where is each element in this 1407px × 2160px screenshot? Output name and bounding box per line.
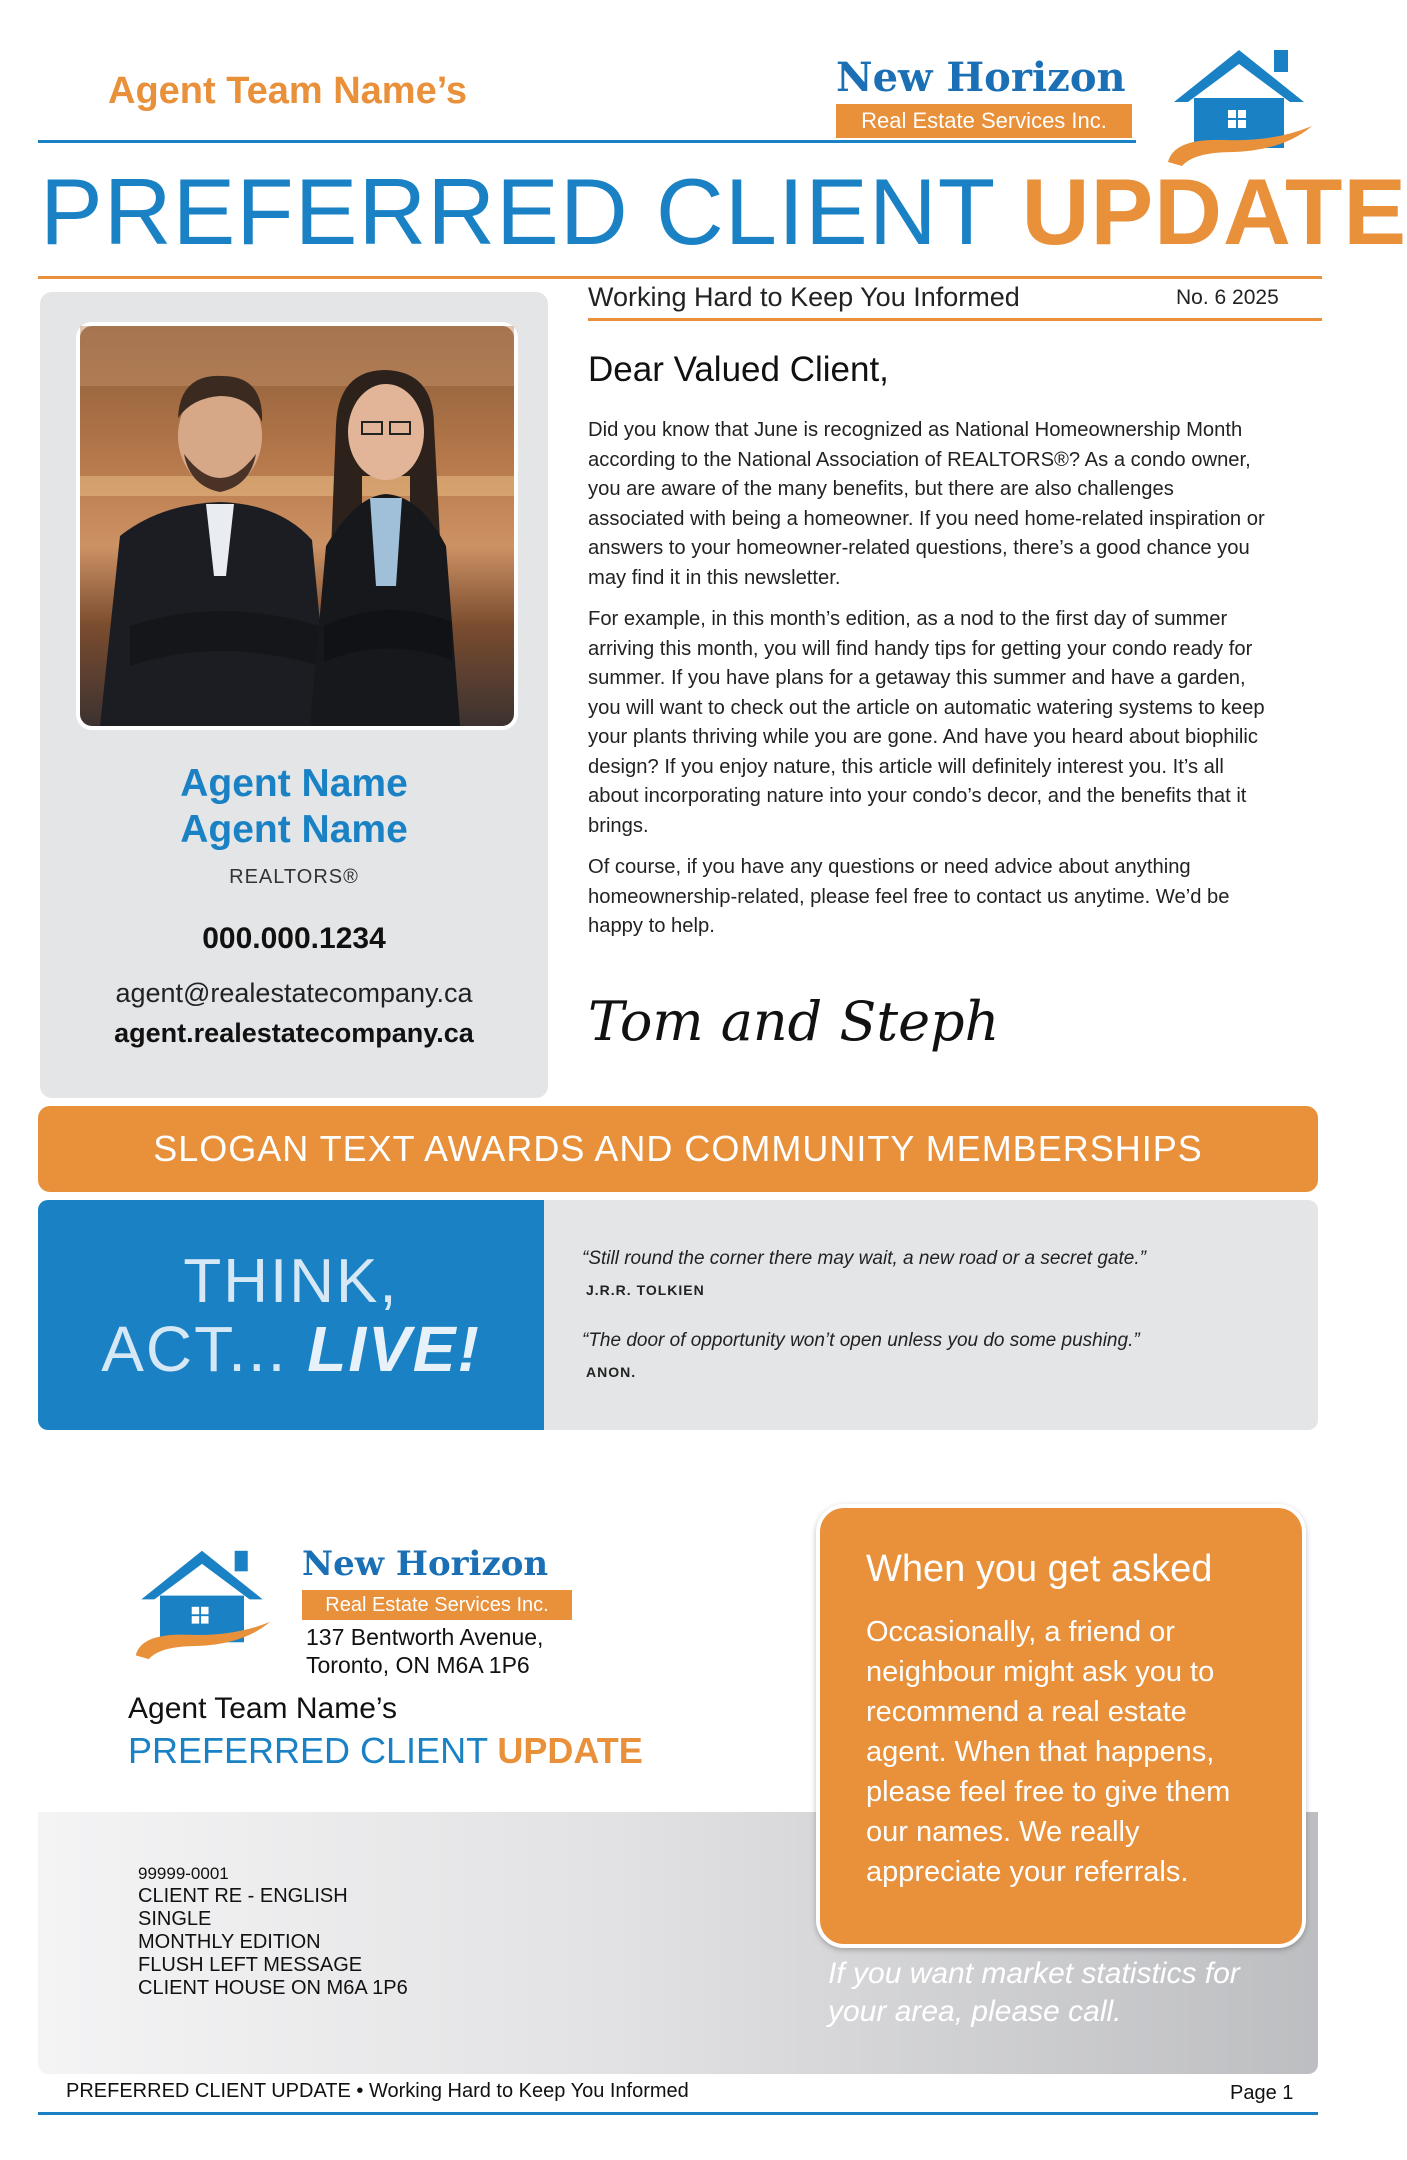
header-divider-bottom [38,276,1322,279]
page-number: Page 1 [1230,2082,1294,2104]
slogan-bar: SLOGAN TEXT AWARDS AND COMMUNITY MEMBERSHIPS [38,1106,1318,1192]
masthead-title [40,158,1407,266]
masthead-bold: UPDATE [1021,159,1407,264]
quote-1-author: J.R.R. TOLKIEN [586,1282,705,1298]
footer-divider [38,2112,1318,2115]
return-publication [128,1730,643,1772]
letter-body [588,416,1274,954]
mailing-line-2: SINGLE [138,1908,212,1930]
logo-company-subtitle: Real Estate Services Inc. [836,104,1132,138]
agent-title: REALTORS® [229,866,359,888]
referral-title: When you get asked [866,1548,1213,1590]
letter-paragraph-1: Did you know that June is recognized as National Homeownership Month according to the National Association of REALTORS®? As a condo owner, you are aware of the many benefits, but there are also challenges associated with being a homeowner. If you need home-related inspiration or answers to your homeowner-related questions, there’s a good chance you may find it in this newsletter. [588,419,1265,589]
footer-left: PREFERRED CLIENT UPDATE • Working Hard to Keep You Informed [66,2080,689,2102]
quote-box [544,1200,1318,1430]
house-logo-small-icon [132,1540,272,1668]
logo-company-name: New Horizon [836,54,1126,101]
quote-2-author: ANON. [586,1364,637,1380]
mailing-line-4: FLUSH LEFT MESSAGE [138,1954,363,1976]
tagline-divider [588,318,1322,321]
return-city: Toronto, ON M6A 1P6 [306,1652,530,1678]
motto-line-2 [38,1312,544,1386]
return-pub-bold: UPDATE [497,1730,643,1771]
referral-body: Occasionally, a friend or neighbour might ask you to recommend a real estate agent. When that happens, please feel free to give them our names. We really appreciate your referrals. [866,1616,1231,1888]
market-stats-note: If you want market statistics for your area, please call. [828,1957,1240,2028]
agent-email[interactable]: agent@realestatecompany.ca [115,978,473,1008]
issue-number: No. 6 2025 [1176,286,1279,309]
quote-2-text: “The door of opportunity won’t open unless you do some pushing.” [582,1330,1140,1351]
return-street: 137 Bentworth Avenue, [306,1624,544,1650]
return-pub-light: PREFERRED CLIENT [128,1730,488,1771]
motto-act: ACT... [101,1313,288,1385]
agent-phone[interactable]: 000.000.1234 [202,922,386,955]
return-logo-subtitle: Real Estate Services Inc. [302,1590,572,1620]
letter-paragraph-2: For example, in this month’s edition, as a nod to the first day of summer arriving this month, you will find handy tips for getting your condo ready for summer. If you have plans for a getaway this summer and have a garden, you will want to check out the article on automatic watering systems to keep your plants thriving while you are gone. And have you heard about biophilic design? If you enjoy nature, this article will definitely interest you. It’s all about incorporating nature into your condo’s decor, and the benefits that it brings. [588,608,1265,837]
mailing-line-3: MONTHLY EDITION [138,1931,321,1953]
agent-name-2: Agent Name [180,808,408,851]
masthead-light: PREFERRED CLIENT [40,159,995,264]
tagline: Working Hard to Keep You Informed [588,282,1020,312]
agent-website[interactable]: agent.realestatecompany.ca [114,1018,474,1048]
letter-signature: Tom and Steph [588,990,1000,1053]
return-team-name: Agent Team Name’s [128,1692,398,1725]
letter-greeting: Dear Valued Client, [588,350,889,389]
motto-live: LIVE! [307,1313,481,1385]
quote-1-text: “Still round the corner there may wait, a new road or a secret gate.” [582,1248,1146,1269]
letter-paragraph-3: Of course, if you have any questions or need advice about anything homeownership-related, please feel free to contact us anytime. We’d be happy to help. [588,856,1230,937]
agent-photo [76,322,518,730]
mailing-code: 99999-0001 [138,1864,229,1883]
house-logo-icon [1164,42,1314,172]
agent-team-photo [80,326,514,726]
mailing-line-5: CLIENT HOUSE ON M6A 1P6 [138,1977,408,1999]
mailing-line-1: CLIENT RE - ENGLISH [138,1885,348,1907]
team-name: Agent Team Name’s [108,70,467,112]
agent-name-1: Agent Name [180,762,408,805]
return-logo-name: New Horizon [302,1544,549,1584]
motto-line-1: THINK, [183,1247,399,1316]
